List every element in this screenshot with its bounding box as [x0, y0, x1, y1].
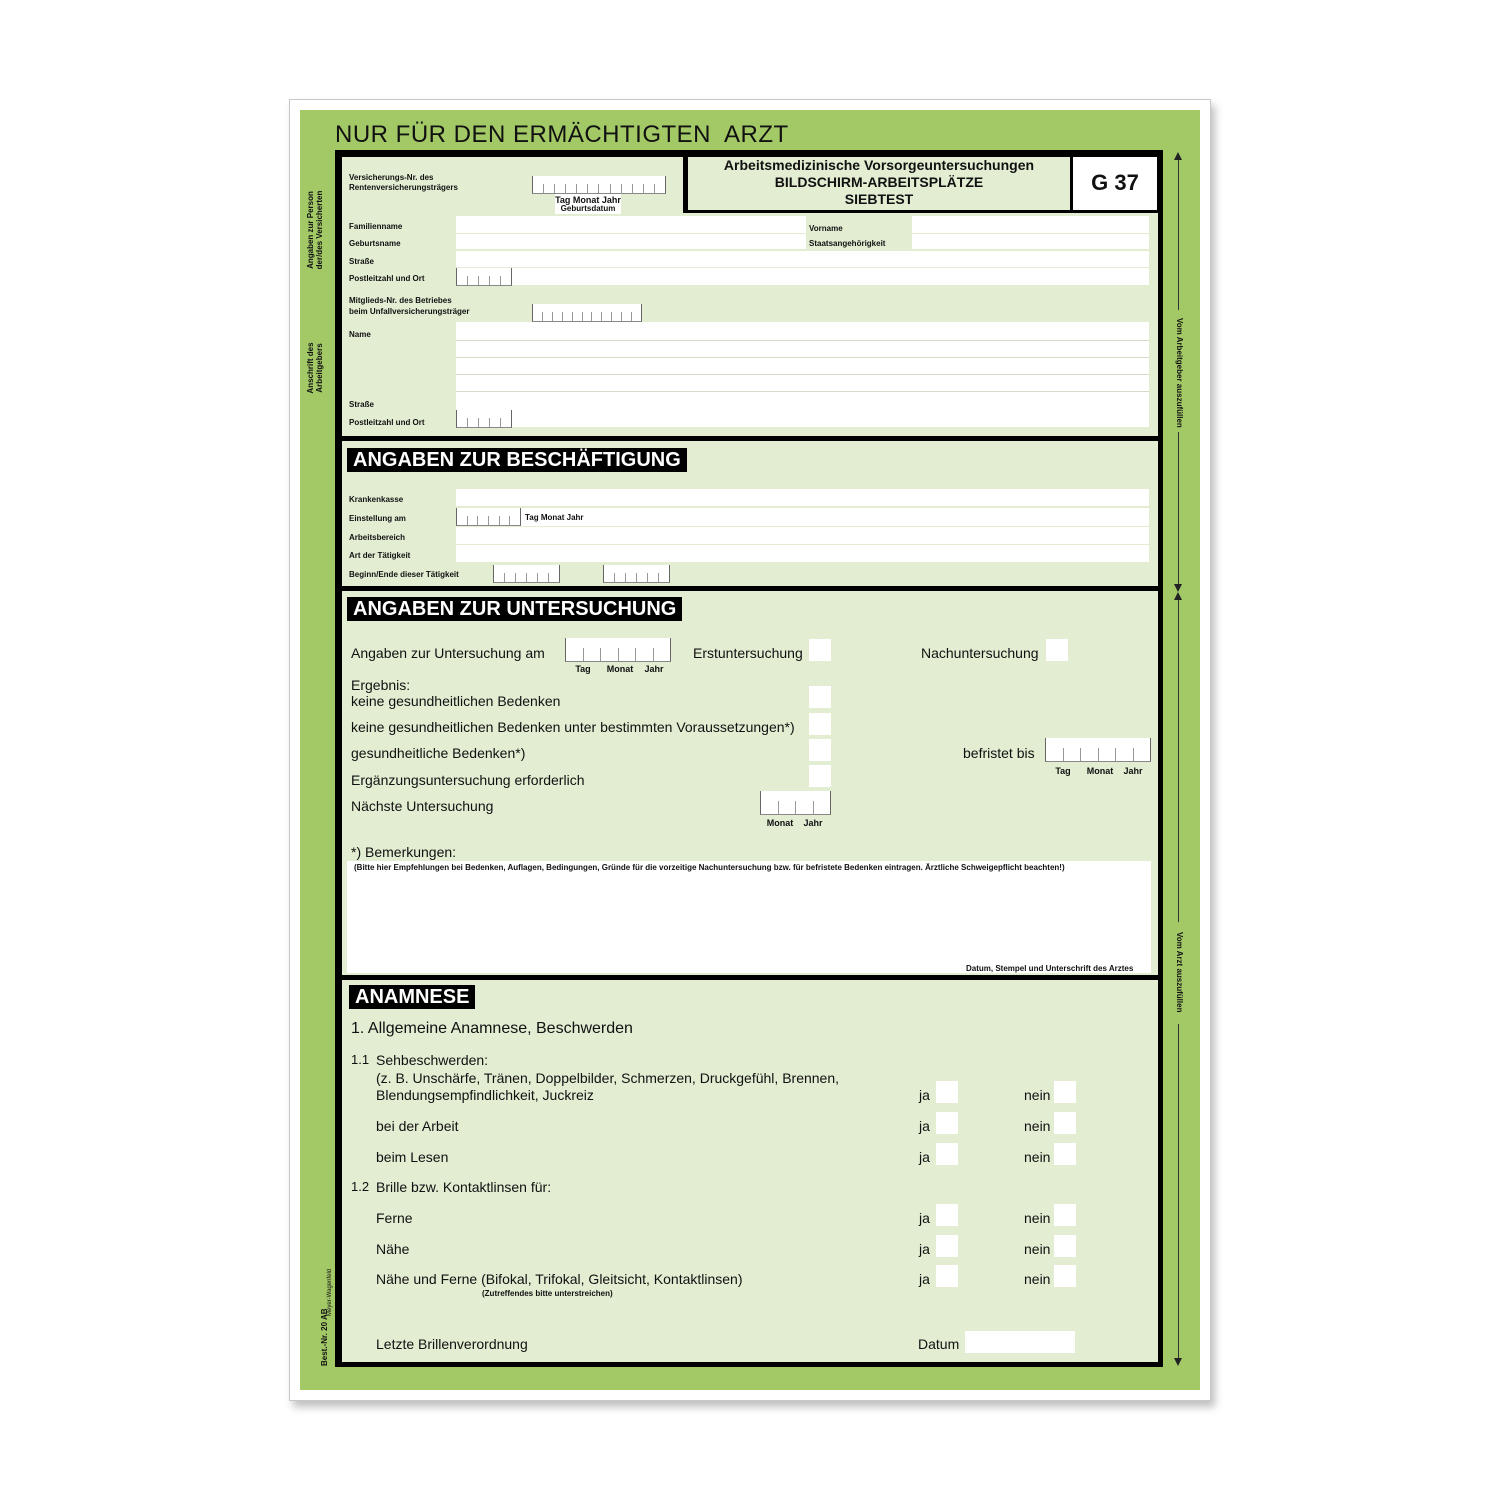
result-label: Ergebnis:	[351, 677, 411, 693]
employer-street-label: Straße	[349, 400, 374, 409]
member-number-label-1: Mitglieds-Nr. des Betriebes	[349, 296, 452, 305]
side-label-employer-line2: Arbeitgebers	[315, 343, 324, 393]
examination-heading: ANGABEN ZUR UNTERSUCHUNG	[347, 597, 682, 621]
prescription-date-input[interactable]	[965, 1331, 1075, 1353]
birth-name-label: Geburtsname	[349, 239, 401, 248]
at-work-yes-checkbox[interactable]	[936, 1112, 958, 1134]
side-label-employer	[306, 340, 324, 396]
next-exam-label: Nächste Untersuchung	[351, 798, 494, 814]
nationality-label: Staatsangehörigkeit	[809, 239, 886, 248]
far-yes-label: ja	[919, 1210, 930, 1226]
first-name-label: Vorname	[809, 224, 843, 233]
follow-up-label: Nachuntersuchung	[921, 645, 1039, 661]
remarks-input[interactable]	[347, 861, 1151, 973]
limited-day-label: Tag	[1055, 766, 1071, 776]
reading-yes-label: ja	[919, 1149, 930, 1165]
at-work-label: bei der Arbeit	[376, 1118, 459, 1134]
side-label-person	[306, 188, 324, 272]
exam-month-label: Monat	[606, 664, 634, 674]
health-insurance-label: Krankenkasse	[349, 495, 404, 504]
reading-no-label: nein	[1024, 1149, 1051, 1165]
result-3-checkbox[interactable]	[809, 739, 831, 761]
visual-examples-1: (z. B. Unschärfe, Tränen, Doppelbilder, Schmerzen, Druckgefühl, Brennen,	[376, 1070, 840, 1086]
result-4-checkbox[interactable]	[809, 765, 831, 787]
title-line-2: BILDSCHIRM-ARBEITSPLÄTZE	[774, 174, 984, 190]
birthdate-label: Geburtsdatum	[560, 204, 616, 213]
underline-hint: (Zutreffendes bitte unterstreichen)	[482, 1289, 613, 1298]
arrow-line	[1178, 600, 1179, 922]
reading-label: beim Lesen	[376, 1149, 449, 1165]
nationality-input[interactable]	[912, 234, 1149, 249]
doctor-only-title: NUR FÜR DEN ERMÄCHTIGTEN ARZT	[335, 121, 789, 148]
employer-zip-input[interactable]	[456, 410, 512, 428]
street-label: Straße	[349, 257, 374, 266]
reading-no-checkbox[interactable]	[1054, 1143, 1076, 1165]
near-yes-label: ja	[919, 1241, 930, 1257]
begin-date-input[interactable]	[493, 565, 560, 583]
employer-name-line	[456, 391, 1149, 392]
employer-zip-city-label: Postleitzahl und Ort	[349, 418, 425, 427]
birthdate-hint: Tag Monat Jahr	[555, 195, 621, 205]
first-exam-checkbox[interactable]	[809, 639, 831, 661]
section-1-2-number: 1.2	[351, 1179, 370, 1194]
section-1-1-number: 1.1	[351, 1052, 370, 1067]
employer-name-line	[456, 340, 1149, 341]
hired-on-input[interactable]	[456, 508, 521, 526]
health-insurance-input[interactable]	[456, 489, 1149, 506]
title-line-3: SIEBTEST	[844, 191, 914, 207]
first-exam-label: Erstuntersuchung	[693, 645, 803, 661]
reading-yes-checkbox[interactable]	[936, 1143, 958, 1165]
limited-year-label: Jahr	[1123, 766, 1143, 776]
far-no-checkbox[interactable]	[1054, 1204, 1076, 1226]
at-work-no-label: nein	[1024, 1118, 1051, 1134]
arrow-up-icon	[1174, 592, 1182, 600]
arrow-up-icon	[1174, 152, 1182, 160]
begin-end-label: Beginn/Ende dieser Tätigkeit	[349, 570, 459, 579]
visual-examples-2: Blendungsempfindlichkeit, Juckreiz	[376, 1087, 594, 1103]
arrow-line	[1178, 1024, 1179, 1358]
result-4-label: Ergänzungsuntersuchung erforderlich	[351, 772, 585, 788]
insurance-number-input[interactable]	[532, 176, 666, 194]
member-number-input[interactable]	[532, 304, 642, 322]
visual-yes-label: ja	[919, 1087, 930, 1103]
limited-month-label: Monat	[1086, 766, 1114, 776]
activity-type-label: Art der Tätigkeit	[349, 551, 411, 560]
arrow-line	[1178, 432, 1179, 584]
prescription-date-label: Datum	[918, 1336, 960, 1352]
family-name-label: Familienname	[349, 222, 403, 231]
near-far-no-checkbox[interactable]	[1054, 1265, 1076, 1287]
side-label-person-line1: Angaben zur Person	[306, 191, 315, 269]
employment-heading: ANGABEN ZUR BESCHÄFTIGUNG	[347, 448, 687, 472]
at-work-no-checkbox[interactable]	[1054, 1112, 1076, 1134]
next-exam-month-label: Monat	[766, 818, 794, 828]
work-area-label: Arbeitsbereich	[349, 533, 406, 542]
next-exam-year-label: Jahr	[803, 818, 823, 828]
at-work-yes-label: ja	[919, 1118, 930, 1134]
follow-up-checkbox[interactable]	[1046, 639, 1068, 661]
anamnesis-heading: ANAMNESE	[349, 985, 475, 1009]
far-label: Ferne	[376, 1210, 413, 1226]
end-date-input[interactable]	[603, 565, 670, 583]
limited-until-input[interactable]	[1045, 738, 1151, 762]
member-number-label-2: beim Unfallversicherungsträger	[349, 307, 470, 316]
hired-on-hint: Tag Monat Jahr	[525, 513, 584, 522]
result-2-checkbox[interactable]	[809, 713, 831, 735]
arrow-down-icon	[1174, 584, 1182, 592]
work-area-input[interactable]	[456, 527, 1149, 544]
exam-date-input[interactable]	[565, 638, 671, 662]
first-name-input[interactable]	[912, 216, 1149, 233]
near-far-yes-checkbox[interactable]	[936, 1265, 958, 1287]
order-number-text: Best.-Nr. 20 AB	[320, 1308, 329, 1366]
publisher-text: Meyer-Wagenfeld	[327, 1268, 333, 1316]
street-input[interactable]	[456, 251, 1149, 267]
near-far-no-label: nein	[1024, 1271, 1051, 1287]
employer-fill-label: Vom Arbeitgeber auszufüllen	[1175, 318, 1184, 428]
near-yes-checkbox[interactable]	[936, 1235, 958, 1257]
near-no-checkbox[interactable]	[1054, 1235, 1076, 1257]
last-prescription-label: Letzte Brillenverordnung	[376, 1336, 528, 1352]
form-code: G 37	[1091, 170, 1139, 195]
visual-no-label: nein	[1024, 1087, 1051, 1103]
far-no-label: nein	[1024, 1210, 1051, 1226]
near-no-label: nein	[1024, 1241, 1051, 1257]
next-exam-input[interactable]	[760, 791, 831, 815]
result-2-label: keine gesundheitlichen Bedenken unter bestimmten Voraussetzungen*)	[351, 719, 795, 735]
employer-name-line	[456, 357, 1149, 358]
hired-on-box	[521, 508, 1149, 526]
insurance-number-label-1: Versicherungs-Nr. des	[349, 173, 434, 182]
exam-day-label: Tag	[575, 664, 591, 674]
near-far-label: Nähe und Ferne (Bifokal, Trifokal, Gleitsicht, Kontaktlinsen)	[376, 1271, 743, 1287]
publisher	[326, 1260, 335, 1316]
form-title	[688, 157, 1070, 208]
near-label: Nähe	[376, 1241, 410, 1257]
arrow-down-icon	[1174, 1358, 1182, 1366]
visual-yes-checkbox[interactable]	[936, 1081, 958, 1103]
zip-input[interactable]	[456, 268, 512, 286]
employer-name-line	[456, 374, 1149, 375]
near-far-yes-label: ja	[919, 1271, 930, 1287]
side-label-person-line2: der/des Versicherten	[315, 190, 324, 270]
limited-until-label: befristet bis	[963, 745, 1035, 761]
glasses-label: Brille bzw. Kontaktlinsen für:	[376, 1179, 552, 1195]
result-1-checkbox[interactable]	[809, 686, 831, 708]
insurance-number-label-2: Rentenversicherungsträgers	[349, 183, 458, 192]
general-anamnesis-label: 1. Allgemeine Anamnese, Beschwerden	[351, 1020, 633, 1037]
side-label-employer-line1: Anschrift des	[306, 342, 315, 394]
exam-year-label: Jahr	[644, 664, 664, 674]
title-line-1: Arbeitsmedizinische Vorsorgeuntersuchungen	[723, 157, 1035, 173]
zip-city-label: Postleitzahl und Ort	[349, 274, 425, 283]
exam-date-label: Angaben zur Untersuchung am	[351, 645, 545, 661]
hired-on-label: Einstellung am	[349, 514, 406, 523]
visual-no-checkbox[interactable]	[1054, 1081, 1076, 1103]
result-3-label: gesundheitliche Bedenken*)	[351, 745, 526, 761]
arrow-line	[1178, 160, 1179, 310]
employer-street-input[interactable]	[456, 393, 1149, 410]
signature-label: Datum, Stempel und Unterschrift des Arztes	[966, 964, 1134, 973]
far-yes-checkbox[interactable]	[936, 1204, 958, 1226]
family-name-input[interactable]	[456, 216, 806, 233]
city-input[interactable]	[512, 268, 1149, 285]
remarks-hint: (Bitte hier Empfehlungen bei Bedenken, Auflagen, Bedingungen, Gründe für die vorzeitige Nachuntersuchung bzw. für befristete Bedenken eintragen. Ärztliche Schweigepflicht beachten!)	[354, 863, 1065, 872]
visual-complaints-label: Sehbeschwerden:	[376, 1052, 489, 1068]
employer-city-input[interactable]	[512, 410, 1149, 427]
birth-name-input[interactable]	[456, 234, 806, 249]
employer-name-label: Name	[349, 330, 371, 339]
activity-type-input[interactable]	[456, 545, 1149, 562]
doctor-fill-label: Vom Arzt auszufüllen	[1175, 932, 1184, 1013]
remarks-label: *) Bemerkungen:	[351, 844, 457, 860]
result-1-label: keine gesundheitlichen Bedenken	[351, 693, 561, 709]
